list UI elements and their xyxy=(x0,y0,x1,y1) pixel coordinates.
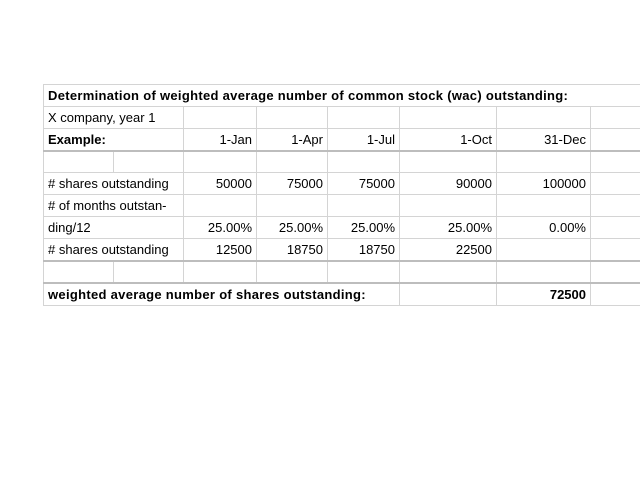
result-value[interactable]: 72500 xyxy=(497,283,591,306)
pct-cell[interactable]: 0.00% xyxy=(497,217,591,239)
company-row xyxy=(44,107,640,129)
date-cell[interactable]: 31-Dec xyxy=(497,129,591,152)
cell[interactable] xyxy=(257,107,328,129)
cell[interactable] xyxy=(591,107,640,129)
cell[interactable] xyxy=(184,151,257,173)
pct-cell[interactable]: 25.00% xyxy=(184,217,257,239)
cell[interactable] xyxy=(591,239,640,262)
date-cell[interactable]: 1-Apr xyxy=(257,129,328,152)
weighted-cell[interactable]: 12500 xyxy=(184,239,257,262)
weighted-cell[interactable] xyxy=(497,239,591,262)
months-label-row xyxy=(44,195,640,217)
cell[interactable] xyxy=(328,261,400,283)
date-cell[interactable]: 1-Oct xyxy=(400,129,497,152)
cell[interactable] xyxy=(184,261,257,283)
cell[interactable] xyxy=(114,151,184,173)
cell[interactable] xyxy=(591,217,640,239)
shares-cell[interactable]: 100000 xyxy=(497,173,591,195)
cell[interactable] xyxy=(257,195,328,217)
sheet-title[interactable]: Determination of weighted average number of common stock (wac) outstanding: xyxy=(44,85,640,107)
date-row xyxy=(44,129,640,152)
cell[interactable] xyxy=(591,173,640,195)
weighted-shares-row xyxy=(44,239,640,262)
date-cell[interactable]: 1-Jan xyxy=(184,129,257,152)
cell[interactable] xyxy=(257,261,328,283)
cell[interactable] xyxy=(328,195,400,217)
title-row xyxy=(44,85,640,107)
spreadsheet-grid xyxy=(43,84,640,306)
pct-cell[interactable]: 25.00% xyxy=(328,217,400,239)
empty-row xyxy=(44,261,640,283)
weighted-shares-label[interactable]: # shares outstanding xyxy=(44,239,184,262)
shares-outstanding-row xyxy=(44,173,640,195)
weighted-cell[interactable]: 18750 xyxy=(328,239,400,262)
cell[interactable] xyxy=(400,195,497,217)
date-cell[interactable]: 1-Jul xyxy=(328,129,400,152)
cell[interactable] xyxy=(497,195,591,217)
cell[interactable] xyxy=(328,107,400,129)
cell[interactable] xyxy=(591,151,640,173)
weighted-cell[interactable]: 18750 xyxy=(257,239,328,262)
cell[interactable] xyxy=(184,195,257,217)
cell[interactable] xyxy=(497,151,591,173)
cell[interactable] xyxy=(44,261,114,283)
cell[interactable] xyxy=(591,261,640,283)
cell[interactable] xyxy=(591,195,640,217)
cell[interactable] xyxy=(114,261,184,283)
empty-row xyxy=(44,151,640,173)
cell[interactable] xyxy=(328,151,400,173)
shares-outstanding-label[interactable]: # shares outstanding xyxy=(44,173,184,195)
cell[interactable] xyxy=(44,151,114,173)
shares-cell[interactable]: 90000 xyxy=(400,173,497,195)
pct-cell[interactable]: 25.00% xyxy=(257,217,328,239)
result-row xyxy=(44,283,640,306)
cell[interactable] xyxy=(591,129,640,152)
cell[interactable] xyxy=(497,261,591,283)
cell[interactable] xyxy=(497,107,591,129)
shares-cell[interactable]: 75000 xyxy=(257,173,328,195)
cell[interactable] xyxy=(591,283,640,306)
months-pct-row xyxy=(44,217,640,239)
pct-cell[interactable]: 25.00% xyxy=(400,217,497,239)
months-label-line1[interactable]: # of months outstan- xyxy=(44,195,184,217)
cell[interactable] xyxy=(400,151,497,173)
cell[interactable] xyxy=(184,107,257,129)
result-label[interactable]: weighted average number of shares outstanding: xyxy=(44,283,400,306)
shares-cell[interactable]: 50000 xyxy=(184,173,257,195)
cell[interactable] xyxy=(400,107,497,129)
cell[interactable] xyxy=(400,261,497,283)
months-label-line2[interactable]: ding/12 xyxy=(44,217,184,239)
shares-cell[interactable]: 75000 xyxy=(328,173,400,195)
cell[interactable] xyxy=(257,151,328,173)
weighted-cell[interactable]: 22500 xyxy=(400,239,497,262)
example-label[interactable]: Example: xyxy=(44,129,184,152)
company-cell[interactable]: X company, year 1 xyxy=(44,107,184,129)
cell[interactable] xyxy=(400,283,497,306)
